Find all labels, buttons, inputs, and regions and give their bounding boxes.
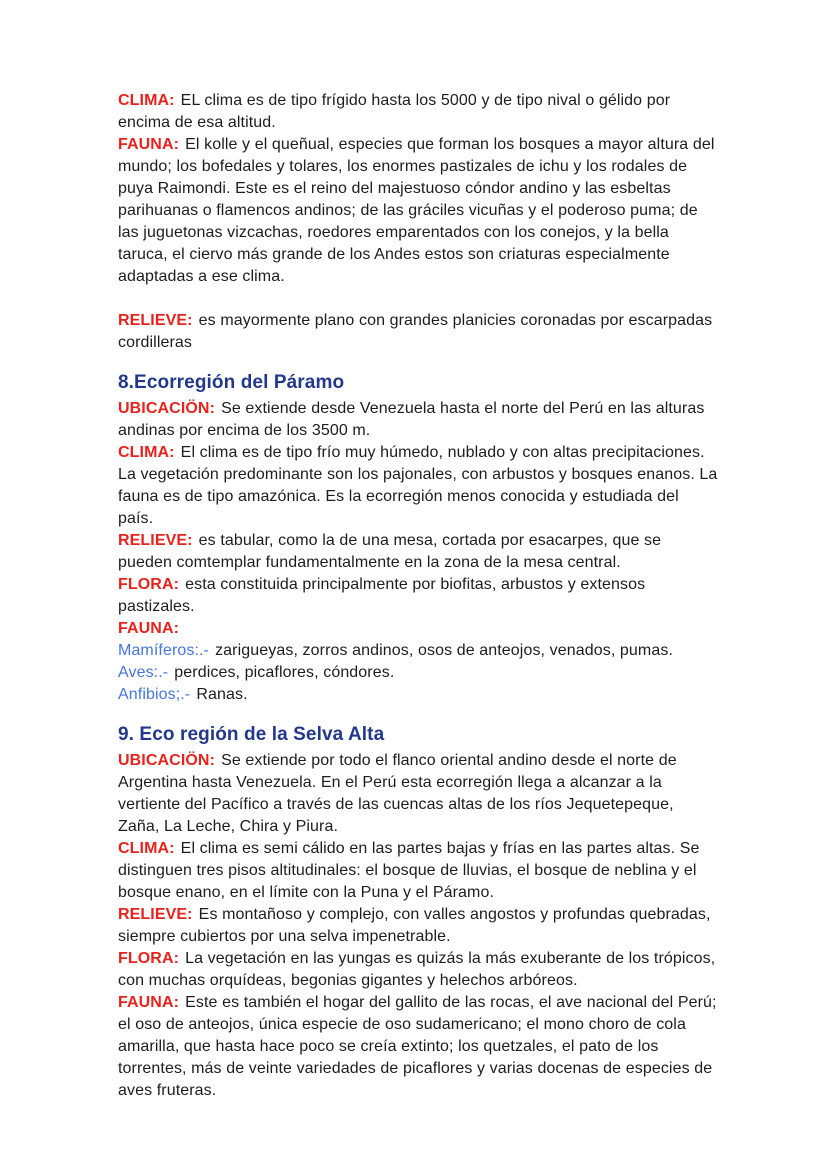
label-relieve: RELIEVE:	[118, 312, 193, 329]
paragraph-ubicacion-paramo	[118, 398, 718, 442]
paragraph-flora-selva-alta	[118, 948, 718, 992]
label-ubicacion: UBICACIÖN:	[118, 752, 215, 769]
sub-label-anfibios: Anfibios;.-	[118, 686, 191, 703]
list-item-text: perdices, picaflores, cóndores.	[174, 664, 395, 681]
label-clima: CLIMA:	[118, 840, 175, 857]
label-relieve: RELIEVE:	[118, 532, 193, 549]
label-clima: CLIMA:	[118, 444, 175, 461]
paragraph-text: Se extiende desde Venezuela hasta el norte del Perú en las alturas andinas por encima de los 3500 m.	[118, 400, 705, 439]
list-item-aves	[118, 662, 718, 684]
paragraph-text: El kolle y el queñual, especies que forman los bosques a mayor altura del mundo; los bofedales y tolares, los enormes pastizales de ichu y los rodales de puya Raimondi. Este es el reino del majestuoso cóndor andino y las esbeltas parihuanas o flamencos andinos; de las gráciles vicuñas y el poderoso puma; de las juguetonas vizcachas, roedores emparentados con los conejos, y la bella taruca, el ciervo más grande de los Andes estos son criaturas especialmente adaptadas a ese clima.	[118, 136, 715, 285]
section-heading-paramo: 8.Ecorregión del Páramo	[118, 372, 345, 393]
paragraph-text: El clima es de tipo frío muy húmedo, nublado y con altas precipitaciones. La vegetación predominante son los pajonales, con arbustos y bosques enanos. La fauna es de tipo amazónica. Es la ecorregión menos conocida y estudiada del país.	[118, 444, 718, 527]
paragraph-clima-selva-alta	[118, 838, 718, 904]
label-flora: FLORA:	[118, 950, 180, 967]
sub-label-mamiferos: Mamíferos:.-	[118, 642, 209, 659]
sub-label-aves: Aves:.-	[118, 664, 169, 681]
list-item-mamiferos	[118, 640, 718, 662]
paragraph-text: El clima es semi cálido en las partes bajas y frías en las partes altas. Se distinguen tres pisos altitudinales: el bosque de lluvias, el bosque de neblina y el bosque enano, en el límite con la Puna y el Páramo.	[118, 840, 700, 901]
label-clima: CLIMA:	[118, 92, 175, 109]
label-ubicacion: UBICACIÖN:	[118, 400, 215, 417]
list-item-text: zarigueyas, zorros andinos, osos de anteojos, venados, pumas.	[215, 642, 673, 659]
paragraph-text: EL clima es de tipo frígido hasta los 5000 y de tipo nival o gélido por encima de esa altitud.	[118, 92, 671, 131]
blank-line	[118, 288, 718, 310]
paragraph-text: Este es también el hogar del gallito de las rocas, el ave nacional del Perú; el oso de anteojos, única especie de oso sudamericano; el mono choro de cola amarilla, que hasta hace poco se creía extinto; los quetzales, el pato de los torrentes, más de veinte variedades de picaflores y varias docenas de especies de aves fruteras.	[118, 994, 717, 1099]
paragraph-clima-paramo	[118, 442, 718, 530]
label-fauna: FAUNA:	[118, 620, 180, 637]
paragraph-text: Es montañoso y complejo, con valles angostos y profundas quebradas, siempre cubiertos por una selva impenetrable.	[118, 906, 711, 945]
paragraph-relieve-puna	[118, 310, 718, 354]
paragraph-fauna-selva-alta	[118, 992, 718, 1102]
list-item-anfibios	[118, 684, 718, 706]
label-relieve: RELIEVE:	[118, 906, 193, 923]
paragraph-text: La vegetación en las yungas es quizás la más exuberante de los trópicos, con muchas orquídeas, begonias gigantes y helechos arbóreos.	[118, 950, 716, 989]
label-fauna: FAUNA:	[118, 994, 180, 1011]
label-fauna: FAUNA:	[118, 136, 180, 153]
paragraph-text: Se extiende por todo el flanco oriental andino desde el norte de Argentina hasta Venezuela. En el Perú esta ecorregión llega a alcanzar a la vertiente del Pacífico a través de las cuencas altas de los ríos Jequetepeque, Zaña, La Leche, Chira y Piura.	[118, 752, 677, 835]
section-heading-selva-alta: 9. Eco región de la Selva Alta	[118, 724, 385, 745]
paragraph-text: es mayormente plano con grandes planicies coronadas por escarpadas cordilleras	[118, 312, 713, 351]
label-flora: FLORA:	[118, 576, 180, 593]
paragraph-fauna-puna	[118, 134, 718, 288]
paragraph-text: esta constituida principalmente por biofitas, arbustos y extensos pastizales.	[118, 576, 646, 615]
list-item-text: Ranas.	[196, 686, 248, 703]
paragraph-relieve-selva-alta	[118, 904, 718, 948]
paragraph-relieve-paramo	[118, 530, 718, 574]
paragraph-fauna-paramo	[118, 618, 718, 640]
paragraph-text: es tabular, como la de una mesa, cortada por esacarpes, que se pueden comtemplar fundamentalmente en la zona de la mesa central.	[118, 532, 662, 571]
paragraph-flora-paramo	[118, 574, 718, 618]
paragraph-clima-puna	[118, 90, 718, 134]
document-text-column	[118, 90, 718, 1102]
paragraph-ubicacion-selva-alta	[118, 750, 718, 838]
